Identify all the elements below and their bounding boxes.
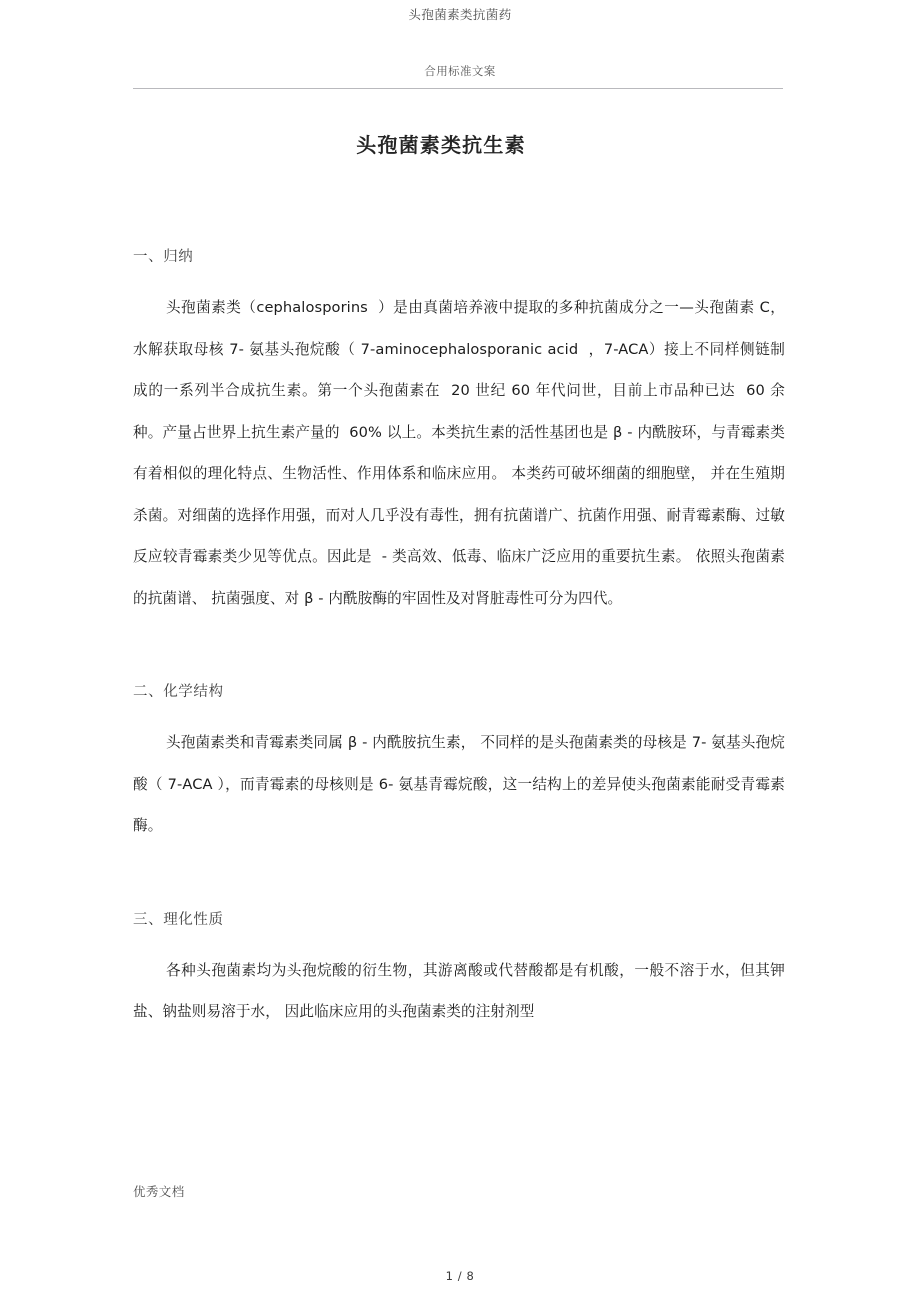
- footer-note: 优秀文档: [133, 1184, 185, 1199]
- running-header: [0, 6, 920, 24]
- section-heading-overview: 一、归纳: [133, 249, 194, 265]
- section-overview: [133, 246, 785, 619]
- section-body-chemical-structure: 头孢菌素类和青霉素类同属 β - 内酰胺抗生素， 不同样的是头孢菌素类的母核是 7- 氨基头孢烷酸（ 7-ACA ），而青霉素的母核则是 6- 氨基青霉烷酸，这一结构上的差异使头孢菌素能耐受青霉素酶。: [133, 734, 785, 834]
- document-body: [133, 108, 785, 1033]
- page-number: 1 / 8: [445, 1269, 475, 1283]
- spacer: [133, 703, 785, 722]
- spacer-between-sections-1: [133, 619, 785, 681]
- section-body-physicochemical-properties: 各种头孢菌素均为头孢烷酸的衍生物，其游离酸或代替酸都是有机酸，一般不溶于水，但其钾盐、钠盐则易溶于水， 因此临床应用的头孢菌素类的注射剂型: [133, 961, 785, 1020]
- header-subtitle: 合用标准文案: [424, 64, 496, 78]
- header-subtitle-block: [0, 63, 920, 79]
- page-title: 头孢菌素类抗生素: [356, 133, 526, 157]
- section-body-overview: 头孢菌素类（cephalosporins ）是由真菌培养液中提取的多种抗菌成分之一—头孢菌素 C，水解获取母核 7- 氨基头孢烷酸（ 7-aminocephalosporanic acid ，7-ACA）接上不同样侧链制成的一系列半合成抗生素。第一个头孢菌素在 20 世纪 60 年代问世，目前上市品种已达 60 余种。产量占世界上抗生素产量的 60% 以上。本类抗生素的活性基团也是 β - 内酰胺环，与青霉素类有着相似的理化特点、生物活性、作用体系和临床应用。 本类药可破坏细菌的细胞壁， 并在生殖期杀菌。对细菌的选择作用强，而对人几乎没有毒性，拥有抗菌谱广、抗菌作用强、耐青霉素酶、过敏反应较青霉素类少见等优点。因此是 - 类高效、低毒、临床广泛应用的重要抗生素。 依照头孢菌素的抗菌谱、 抗菌强度、对 β - 内酰胺酶的牢固性及对肾脏毒性可分为四代。: [133, 299, 785, 607]
- section-heading-physicochemical-properties: 三、理化性质: [133, 911, 224, 928]
- running-footer: [133, 1183, 785, 1201]
- spacer-after-title: [133, 160, 785, 246]
- running-header-title: 头孢菌素类抗菌药: [408, 7, 512, 22]
- section-heading-chemical-structure: 二、化学结构: [133, 684, 224, 700]
- spacer: [133, 268, 785, 287]
- section-physicochemical-properties: [133, 909, 785, 1033]
- section-chemical-structure: [133, 681, 785, 847]
- header-divider: [133, 88, 783, 89]
- spacer-between-sections-2: [133, 847, 785, 909]
- spacer: [133, 931, 785, 950]
